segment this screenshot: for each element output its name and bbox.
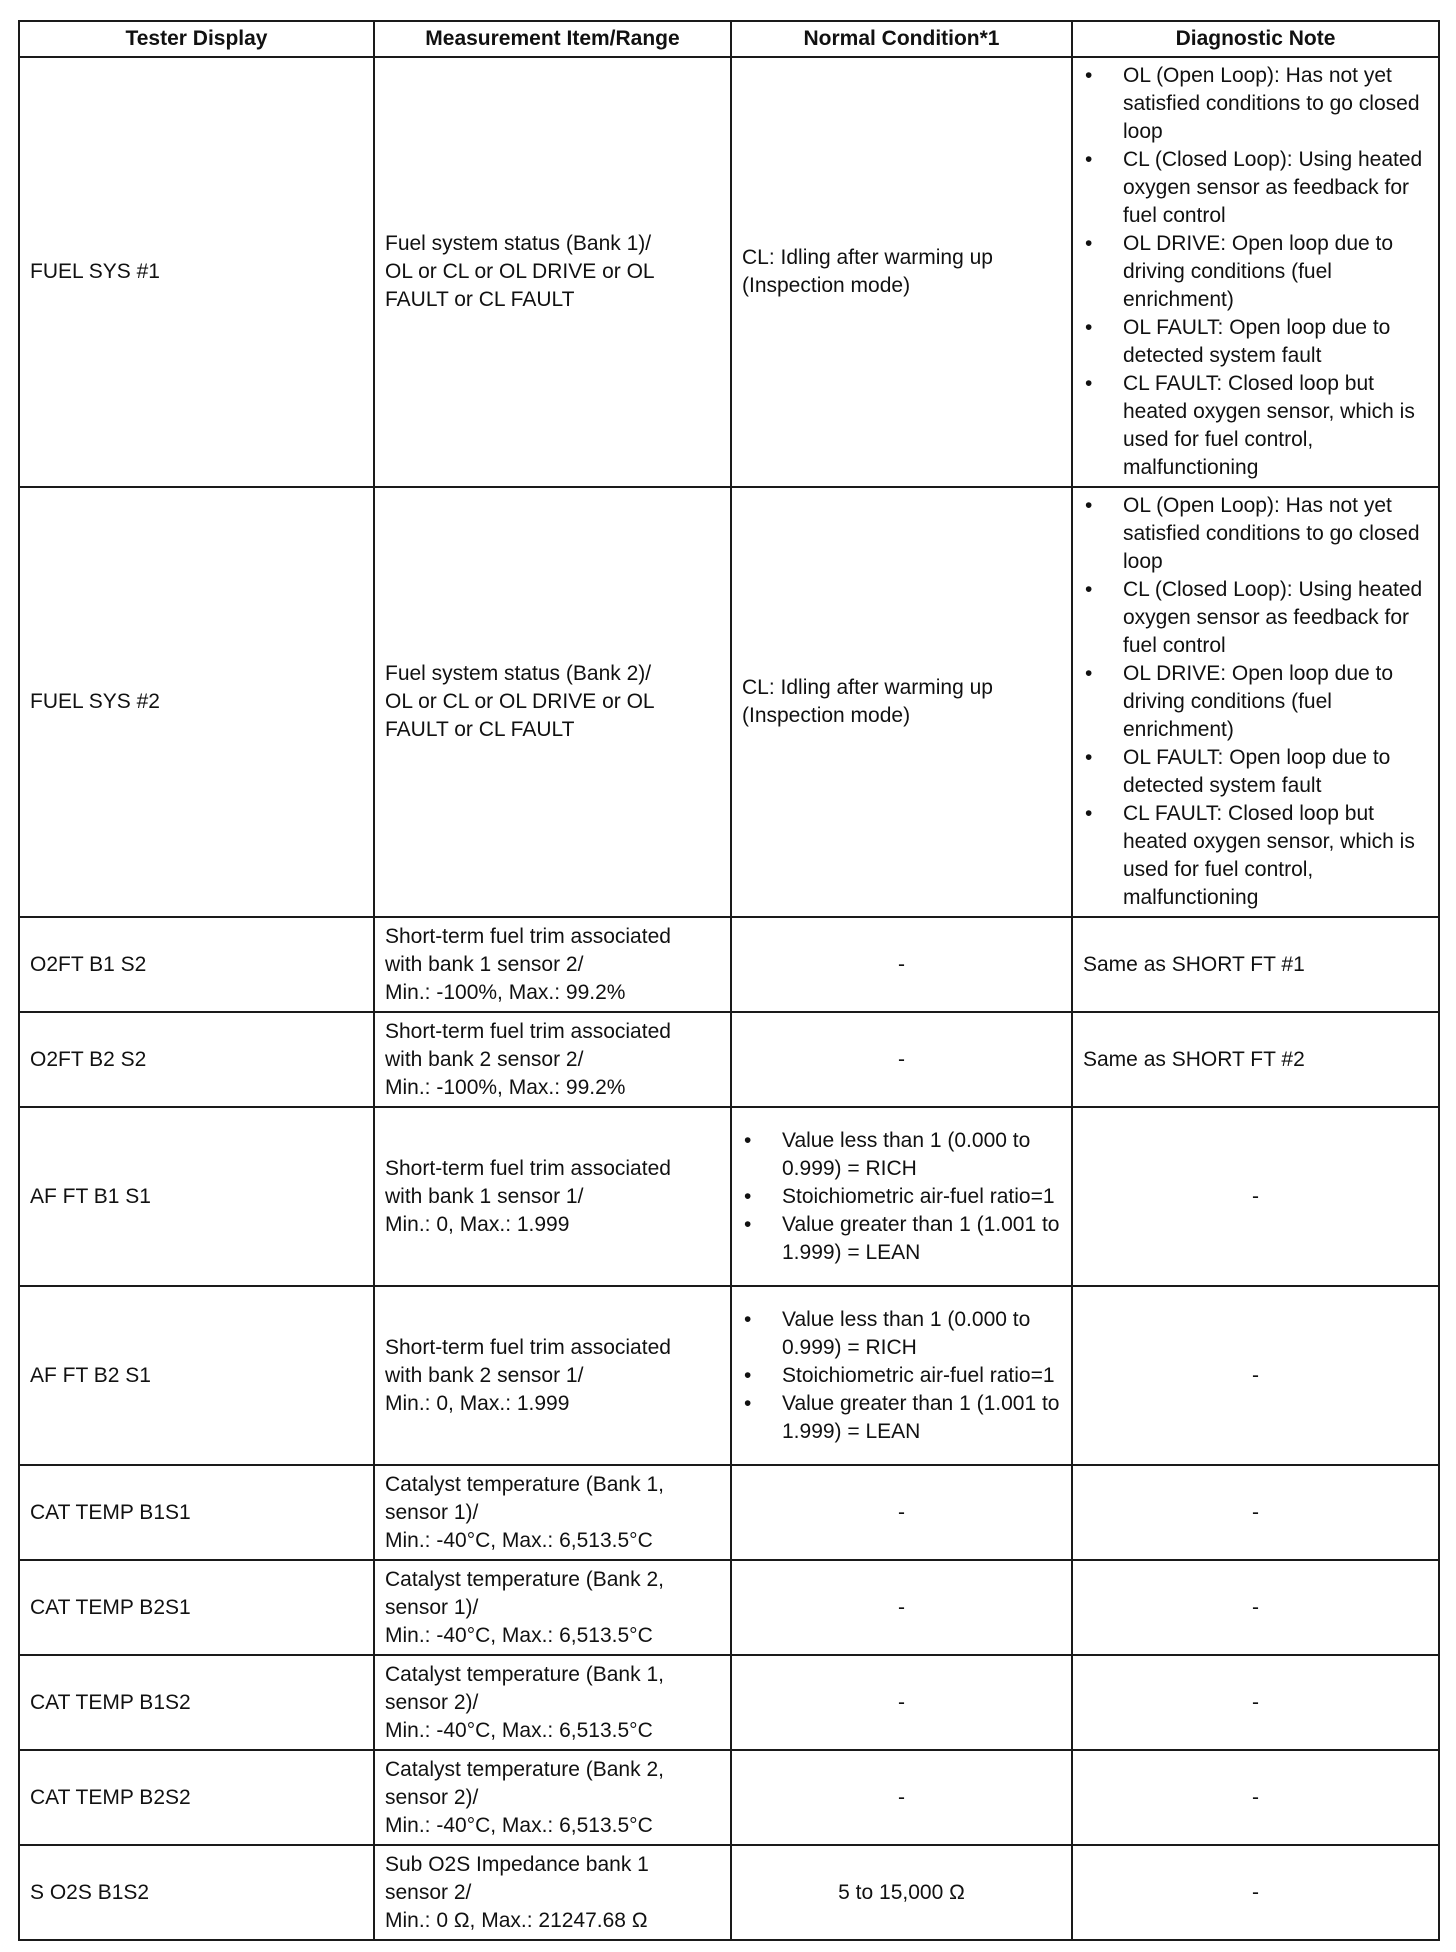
measurement-line: Short-term fuel trim associated: [385, 1019, 671, 1043]
normal-condition-cell: -: [731, 917, 1072, 1012]
table-row: [19, 1012, 1439, 1107]
normal-condition-cell: 5 to 15,000 Ω: [731, 1845, 1072, 1940]
diagnostic-note-cell: [1072, 487, 1439, 917]
diagnostic-note-cell: -: [1072, 1560, 1439, 1655]
tester-display-cell: S O2S B1S2: [19, 1845, 374, 1940]
diagnostic-note-cell: -: [1072, 1286, 1439, 1465]
measurement-line: with bank 1 sensor 1/: [385, 1184, 584, 1208]
tester-display-cell: FUEL SYS #2: [19, 487, 374, 917]
measurement-line: Short-term fuel trim associated: [385, 924, 671, 948]
normal-condition-cell: -: [731, 1560, 1072, 1655]
measurement-line: Short-term fuel trim associated: [385, 1335, 671, 1359]
table-row: [19, 1107, 1439, 1286]
diagnostic-note-cell: -: [1072, 1465, 1439, 1560]
measurement-line: sensor 2)/: [385, 1690, 479, 1714]
measurement-line: Min.: -40°C, Max.: 6,513.5°C: [385, 1718, 653, 1742]
measurement-line: Min.: 0, Max.: 1.999: [385, 1391, 570, 1415]
measurement-line: Short-term fuel trim associated: [385, 1156, 671, 1180]
measurement-cell: [374, 1107, 731, 1286]
measurement-line: Catalyst temperature (Bank 1,: [385, 1472, 664, 1496]
diagnostic-note-list: [1083, 492, 1428, 912]
measurement-line: OL or CL or OL DRIVE or OL: [385, 260, 655, 283]
list-item: • Value greater than 1 (1.001 to 1.999) = LEAN: [742, 1211, 1061, 1267]
tester-display-cell: O2FT B2 S2: [19, 1012, 374, 1107]
list-item: • OL DRIVE: Open loop due to driving conditions (fuel enrichment): [1083, 230, 1428, 314]
measurement-line: Catalyst temperature (Bank 2,: [385, 1567, 664, 1591]
measurement-line: OL or CL or OL DRIVE or OL: [385, 690, 655, 713]
list-item: • OL (Open Loop): Has not yet satisfied conditions to go closed loop: [1083, 492, 1428, 576]
measurement-cell: [374, 1655, 731, 1750]
tester-display-cell: AF FT B2 S1: [19, 1286, 374, 1465]
list-item: • OL DRIVE: Open loop due to driving conditions (fuel enrichment): [1083, 660, 1428, 744]
table-row: [19, 1845, 1439, 1940]
measurement-line: sensor 2)/: [385, 1785, 479, 1809]
measurement-line: Fuel system status (Bank 1)/: [385, 232, 652, 255]
diagnostic-note-cell: Same as SHORT FT #1: [1072, 917, 1439, 1012]
table-row: [19, 1286, 1439, 1465]
tester-display-cell: AF FT B1 S1: [19, 1107, 374, 1286]
measurement-line: with bank 1 sensor 2/: [385, 952, 584, 976]
tester-display-cell: CAT TEMP B1S1: [19, 1465, 374, 1560]
normal-condition-cell: -: [731, 1750, 1072, 1845]
normal-condition-list: [742, 1127, 1061, 1267]
table-row: [19, 1465, 1439, 1560]
list-item: • CL FAULT: Closed loop but heated oxygen sensor, which is used for fuel control, malfunctioning: [1083, 370, 1428, 482]
header-diagnostic-note: Diagnostic Note: [1072, 21, 1439, 57]
header-measurement-item-range: Measurement Item/Range: [374, 21, 731, 57]
header-normal-condition: Normal Condition*1: [731, 21, 1072, 57]
measurement-cell: [374, 1012, 731, 1107]
measurement-line: Min.: 0, Max.: 1.999: [385, 1212, 570, 1236]
measurement-line: FAULT or CL FAULT: [385, 718, 575, 741]
measurement-cell: [374, 917, 731, 1012]
measurement-line: with bank 2 sensor 2/: [385, 1047, 584, 1071]
list-item: • OL FAULT: Open loop due to detected system fault: [1083, 744, 1428, 800]
measurement-line: Min.: -100%, Max.: 99.2%: [385, 1075, 626, 1099]
list-item: • OL FAULT: Open loop due to detected system fault: [1083, 314, 1428, 370]
tester-display-cell: O2FT B1 S2: [19, 917, 374, 1012]
table-row: [19, 1560, 1439, 1655]
list-item: • Stoichiometric air-fuel ratio=1: [742, 1183, 1061, 1211]
measurement-line: FAULT or CL FAULT: [385, 288, 575, 311]
measurement-cell: [374, 1560, 731, 1655]
normal-condition-line: CL: Idling after warming up: [742, 676, 993, 699]
normal-condition-cell: [731, 1286, 1072, 1465]
measurement-line: sensor 1)/: [385, 1500, 479, 1524]
measurement-cell: [374, 1286, 731, 1465]
tester-display-cell: CAT TEMP B2S2: [19, 1750, 374, 1845]
normal-condition-line: (Inspection mode): [742, 704, 911, 727]
diagnostic-note-cell: Same as SHORT FT #2: [1072, 1012, 1439, 1107]
diagnostic-note-cell: -: [1072, 1845, 1439, 1940]
header-row: [19, 21, 1439, 57]
table-row: [19, 487, 1439, 917]
diagnostic-note-cell: -: [1072, 1750, 1439, 1845]
measurement-line: sensor 1)/: [385, 1595, 479, 1619]
tester-display-cell: CAT TEMP B1S2: [19, 1655, 374, 1750]
measurement-cell: [374, 1465, 731, 1560]
diagnostic-note-cell: -: [1072, 1655, 1439, 1750]
diagnostic-note-cell: -: [1072, 1107, 1439, 1286]
list-item: • CL (Closed Loop): Using heated oxygen sensor as feedback for fuel control: [1083, 576, 1428, 660]
list-item: • Value greater than 1 (1.001 to 1.999) = LEAN: [742, 1390, 1061, 1446]
table-row: [19, 57, 1439, 487]
list-item: • OL (Open Loop): Has not yet satisfied conditions to go closed loop: [1083, 62, 1428, 146]
measurement-line: with bank 2 sensor 1/: [385, 1363, 584, 1387]
measurement-line: Catalyst temperature (Bank 1,: [385, 1662, 664, 1686]
list-item: • Value less than 1 (0.000 to 0.999) = RICH: [742, 1306, 1061, 1362]
list-item: • CL (Closed Loop): Using heated oxygen sensor as feedback for fuel control: [1083, 146, 1428, 230]
diagnostic-note-cell: [1072, 57, 1439, 487]
measurement-line: Min.: -40°C, Max.: 6,513.5°C: [385, 1528, 653, 1552]
table-row: [19, 917, 1439, 1012]
measurement-line: Catalyst temperature (Bank 2,: [385, 1757, 664, 1781]
measurement-line: Min.: -40°C, Max.: 6,513.5°C: [385, 1623, 653, 1647]
list-item: • Stoichiometric air-fuel ratio=1: [742, 1362, 1061, 1390]
normal-condition-line: (Inspection mode): [742, 274, 911, 297]
normal-condition-cell: [731, 57, 1072, 487]
tester-display-cell: FUEL SYS #1: [19, 57, 374, 487]
list-item: • Value less than 1 (0.000 to 0.999) = RICH: [742, 1127, 1061, 1183]
table-row: [19, 1655, 1439, 1750]
measurement-line: Min.: -40°C, Max.: 6,513.5°C: [385, 1813, 653, 1837]
normal-condition-cell: -: [731, 1465, 1072, 1560]
measurement-cell: [374, 1845, 731, 1940]
measurement-line: Min.: 0 Ω, Max.: 21247.68 Ω: [385, 1908, 648, 1932]
normal-condition-cell: [731, 487, 1072, 917]
normal-condition-cell: -: [731, 1655, 1072, 1750]
measurement-line: Sub O2S Impedance bank 1: [385, 1852, 649, 1876]
table-row: [19, 1750, 1439, 1845]
list-item: • CL FAULT: Closed loop but heated oxygen sensor, which is used for fuel control, malfunctioning: [1083, 800, 1428, 912]
normal-condition-cell: -: [731, 1012, 1072, 1107]
diagnostic-note-list: [1083, 62, 1428, 482]
diagnostic-data-table: [18, 20, 1440, 1941]
measurement-cell: [374, 1750, 731, 1845]
tester-display-cell: CAT TEMP B2S1: [19, 1560, 374, 1655]
header-tester-display: Tester Display: [19, 21, 374, 57]
measurement-line: Min.: -100%, Max.: 99.2%: [385, 980, 626, 1004]
measurement-line: Fuel system status (Bank 2)/: [385, 662, 652, 685]
measurement-line: sensor 2/: [385, 1880, 472, 1904]
normal-condition-list: [742, 1306, 1061, 1446]
measurement-cell: [374, 487, 731, 917]
normal-condition-cell: [731, 1107, 1072, 1286]
normal-condition-line: CL: Idling after warming up: [742, 246, 993, 269]
measurement-cell: [374, 57, 731, 487]
